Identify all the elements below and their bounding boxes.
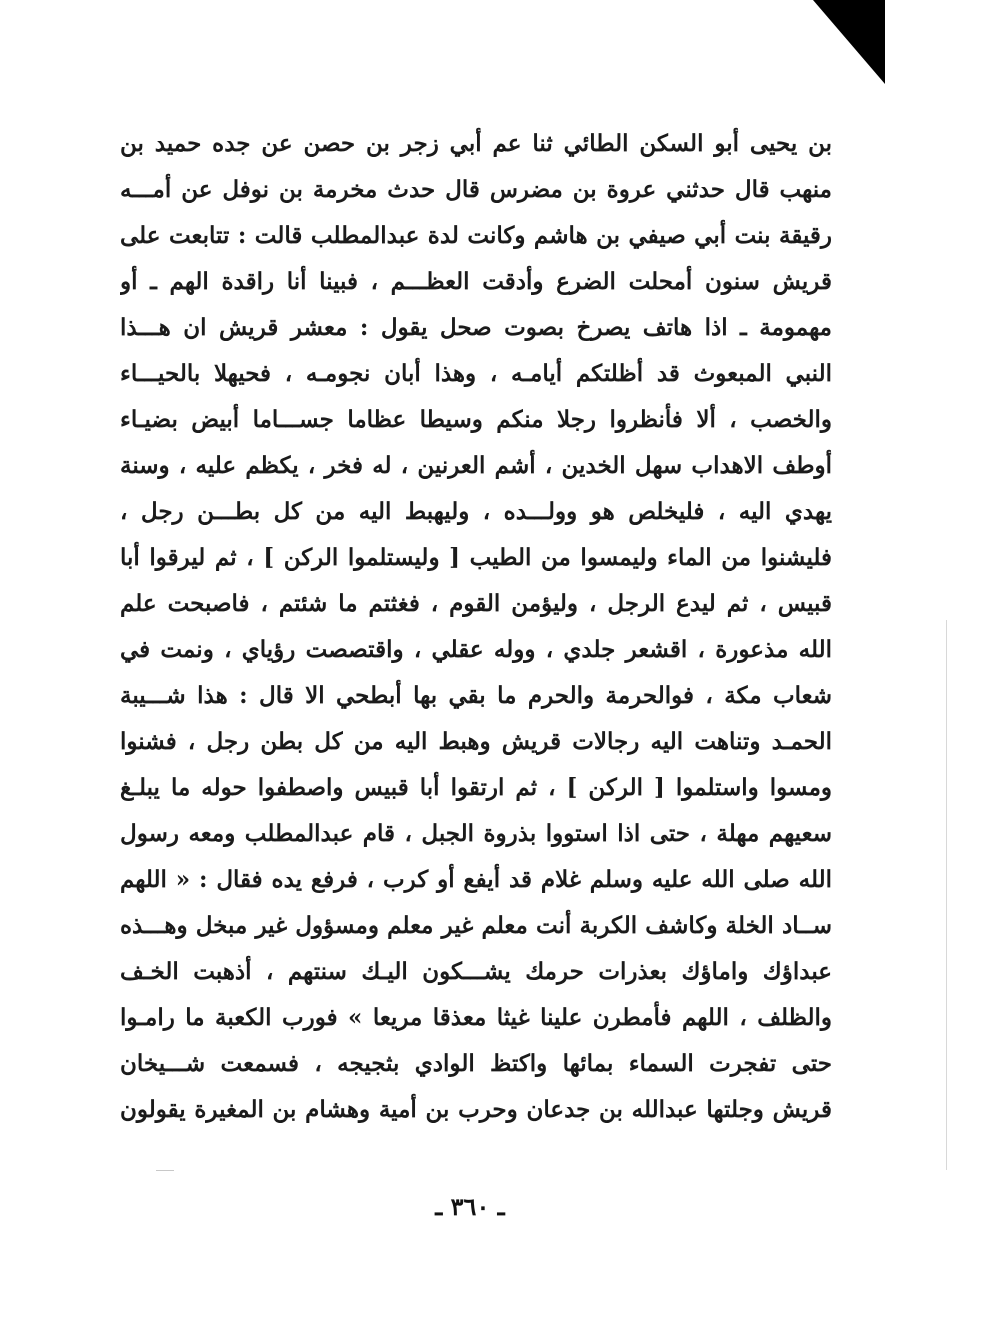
text-line: ســاد الخلة وكاشف الكربة أنت معلم غير معلم ومسؤول غير مبخل وهـــذه <box>120 912 832 939</box>
text-line: فليشنوا من الماء وليمسوا من الطيب [ وليستلموا الركن ] ، ثم ليرقوا أبا <box>120 544 832 571</box>
text-line: بن يحيى أبو السكن الطائي ثنا عم أبي زجر بن حصن عن جده حميد بن <box>120 130 832 157</box>
footer-rule <box>156 1170 174 1171</box>
text-line: قريش وجلتها عبدالله بن جدعان وحرب بن أمية وهشام بن المغيرة يقولون <box>120 1096 832 1123</box>
text-line: أوطف الاهداب سهل الخدين ، أشم العرنين ، له فخر ، يكظم عليه ، وسنة <box>120 452 832 479</box>
text-line: مهمومة ـ اذا هاتف يصرخ بصوت صحل يقول : معشر قريش ان هـــذا <box>120 314 832 341</box>
text-line: شعاب مكة ، فوالحرمة والحرم ما بقي بها أبطحي الا قال : هذا شـــيبة <box>120 682 832 709</box>
corner-triangle-mark <box>813 0 885 84</box>
body-text <box>120 121 832 1133</box>
text-line: يهدي اليه ، فليخلص هو وولـــده ، وليهبط اليه من كل بطـــن رجل ، <box>120 498 832 525</box>
text-line: والخصب ، ألا فأنظروا رجلا منكم وسيطا عظاما جســـاما أبيض بضيـاء <box>120 406 832 433</box>
text-line: عبداؤك واماؤك بعذرات حرمك يشـــكون اليـك سنتهم ، أذهبت الخـف <box>120 958 832 985</box>
text-line: قريش سنون أمحلت الضرع وأدقت العظـــم ، فبينا أنا راقدة الهم ـ أو <box>120 268 832 295</box>
page-number: ـ ٣٦٠ ـ <box>435 1192 505 1221</box>
text-line: الحمـد وتناهت اليه رجالات قريش وهبط اليه من كل بطن رجل ، فشنوا <box>120 728 832 755</box>
margin-rule <box>946 620 947 1170</box>
text-line: الله مذعورة ، اقشعر جلدي ، ووله عقلي ، واقتصصت رؤياي ، ونمت في <box>120 636 832 663</box>
text-line: قبيس ، ثم ليدع الرجل ، وليؤمن القوم ، فغثتم ما شئتم ، فاصبحت علم <box>120 590 832 617</box>
text-line: ومسوا واستلموا [ الركن ] ، ثم ارتقوا أبا قبيس واصطفوا حوله ما يبلـغ <box>120 774 832 801</box>
text-line: والظلف ، اللهم فأمطرن علينا غيثا معذقا مريعا » فورب الكعبة ما رامـوا <box>120 1004 832 1031</box>
text-line: منهب قال حدثني عروة بن مضرس قال حدث مخرمة بن نوفل عن أمـــه <box>120 176 832 203</box>
text-line: النبي المبعوث قد أظلتكم أيامـه ، وهذا أبان نجومـه ، فحيهلا بالحيـــاء <box>120 360 832 387</box>
text-line: رقيقة بنت أبي صيفي بن هاشم وكانت لدة عبدالمطلب قالت : تتابعت على <box>120 222 832 249</box>
text-line: سعيهم مهلة ، حتى اذا استووا بذروة الجبل ، قام عبدالمطلب ومعه رسول <box>120 820 832 847</box>
text-line: حتى تفجرت السماء بمائها واكتظ الوادي بثجيجه ، فسمعت شـــيخان <box>120 1050 832 1077</box>
text-line: الله صلى الله عليه وسلم غلام قد أيفع أو كرب ، فرفع يده فقال : « اللهم <box>120 866 832 893</box>
